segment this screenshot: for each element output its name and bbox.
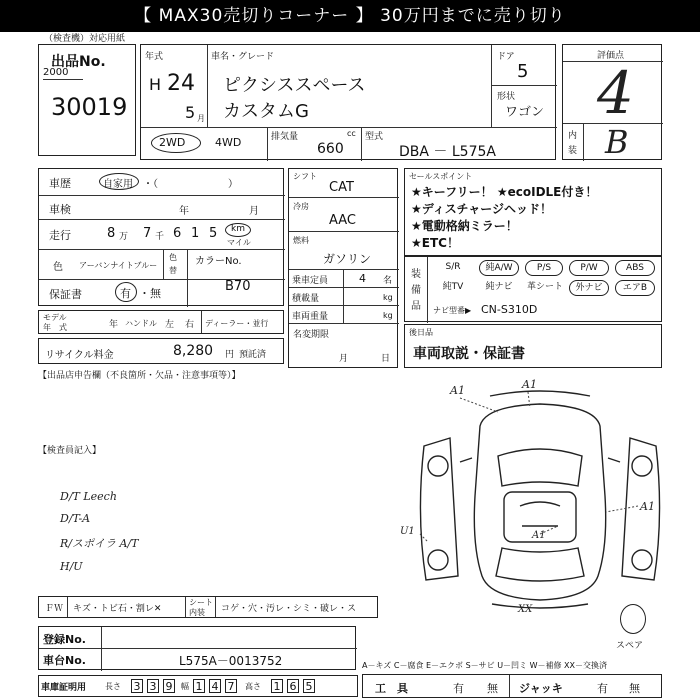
vehicle-header-box xyxy=(140,44,556,160)
model-name: ピクシススペース xyxy=(223,75,366,96)
cert-label: 車庫証明用 xyxy=(41,683,87,693)
dim-digit: 4 xyxy=(209,679,221,693)
fw-seat-row xyxy=(38,596,378,618)
sales-label: セールスポイント xyxy=(409,172,473,181)
model-yr-unit: 年 xyxy=(109,320,119,330)
color-swap-1: 色 xyxy=(169,253,177,262)
body-label: 形状 xyxy=(497,92,516,102)
equip-aw: 純A/W xyxy=(479,260,519,276)
equip-navi: 純ナビ xyxy=(485,282,513,292)
garage-cert-row xyxy=(38,675,358,697)
warranty-label: 保証書 xyxy=(49,288,82,301)
recycle-unit: 円 xyxy=(225,350,235,360)
interior-label-2: 装 xyxy=(568,146,578,156)
history-table xyxy=(38,168,284,306)
change-label: 名変期限 xyxy=(293,330,330,340)
year-value: 24 xyxy=(167,71,195,96)
equip-airbag: エアB xyxy=(615,280,655,296)
inspector-note: H/U xyxy=(60,560,83,573)
inspector-label: 【検査員記入】 xyxy=(38,446,102,456)
spec-table xyxy=(288,168,398,368)
car-damage-diagram xyxy=(400,376,680,616)
equip-label-3: 品 xyxy=(411,301,421,312)
handle-left: 左 xyxy=(165,320,175,330)
weight-label: 車両重量 xyxy=(292,312,329,322)
equip-label-1: 装 xyxy=(411,269,421,280)
model-code-label: 型式 xyxy=(365,132,384,142)
mileage-digit: 6 xyxy=(173,226,182,241)
color-swap-2: 替 xyxy=(169,266,177,275)
capacity-label: 乗車定員 xyxy=(292,276,329,286)
dim-high: 高さ xyxy=(245,682,261,691)
mileage-man: 8 xyxy=(107,226,116,241)
sales-point: ★キーフリー！ ★ecoIDLE付き！ xyxy=(411,185,598,199)
sales-point: ★ディスチャージヘッド！ xyxy=(411,202,552,216)
warranty-yes: 有 xyxy=(120,287,131,300)
change-day: 日 xyxy=(381,354,391,364)
recycle-label: リサイクル料金 xyxy=(45,350,114,361)
jack-yes: 有 xyxy=(597,682,608,695)
fuel: ガソリン xyxy=(323,252,372,266)
dim-digit: 5 xyxy=(303,679,315,693)
equip-pw: P/W xyxy=(569,260,609,276)
seat-label-2: 内装 xyxy=(189,608,205,617)
era: H xyxy=(149,75,162,94)
displacement-label: 排気量 xyxy=(271,132,299,142)
body-type: ワゴン xyxy=(505,105,545,120)
jack-no: 無 xyxy=(629,682,640,695)
spare-tire-icon xyxy=(620,604,646,634)
form-strip: （検査機）対応用紙 xyxy=(44,34,126,44)
dim-digit: 1 xyxy=(271,679,283,693)
mileage-digit: 1 xyxy=(191,226,200,241)
jack-label: ジャッキ xyxy=(519,682,563,695)
model-code: DBA － L575A xyxy=(399,144,496,160)
door-label: ドア xyxy=(497,52,515,62)
km-unit: km xyxy=(231,224,245,234)
inspector-note: D/T Leech xyxy=(60,490,117,503)
color-label: 色 xyxy=(53,262,63,273)
load-unit: kg xyxy=(383,293,393,302)
ac: AAC xyxy=(329,213,356,228)
registration-table xyxy=(38,626,356,670)
tools-yes: 有 xyxy=(453,682,464,695)
interior-label-1: 内 xyxy=(568,131,578,141)
model-year-row xyxy=(38,310,284,334)
later-items-box xyxy=(404,324,662,368)
year-label: 年式 xyxy=(145,52,164,62)
dim-digit: 7 xyxy=(225,679,237,693)
model-yr-2: 年 式 xyxy=(43,323,67,332)
dim-long: 長さ xyxy=(105,682,121,691)
damage-mark: U1 xyxy=(400,526,415,537)
load-label: 積載量 xyxy=(292,294,320,304)
damage-mark: A1 xyxy=(450,384,465,397)
month-unit: 月 xyxy=(197,114,205,123)
equip-seat: 革シート xyxy=(526,282,563,292)
tools-no: 無 xyxy=(487,682,498,695)
reg-label: 登録No. xyxy=(43,633,86,646)
handle-label: ハンドル xyxy=(125,319,157,328)
door-count: 5 xyxy=(517,61,529,82)
sales-point: ★ETC！ xyxy=(411,236,459,250)
inspector-note: R/スポイラ A/T xyxy=(60,537,139,550)
history-rest: ・（ ） xyxy=(143,179,238,190)
unit-man: 万 xyxy=(119,232,129,242)
color-value: アーバンナイトブルー xyxy=(79,261,158,270)
recycle-row xyxy=(38,338,284,364)
interior-grade: B xyxy=(605,123,629,161)
lot-label: 出品No. xyxy=(51,54,106,70)
equip-ext-navi: 外ナビ xyxy=(569,280,609,296)
lot-box xyxy=(38,44,136,156)
mileage-label: 走行 xyxy=(49,229,71,242)
navi-label: ナビ型番▶ xyxy=(433,306,472,315)
month-value: 5 xyxy=(185,103,196,122)
later-label: 後日品 xyxy=(409,328,433,337)
shift-label: シフト xyxy=(293,172,317,181)
displacement: 660 xyxy=(317,141,344,157)
chassis-value: L575A－0013752 xyxy=(179,654,283,668)
chassis-label: 車台No. xyxy=(43,654,86,667)
equip-ps: P/S xyxy=(525,260,563,276)
mileage-sen: 7 xyxy=(143,226,152,241)
dim-digit: 3 xyxy=(131,679,143,693)
capacity: 4 xyxy=(359,272,366,285)
dim-digit: 3 xyxy=(147,679,159,693)
history-value: 自家用 xyxy=(103,179,133,190)
dim-wide: 幅 xyxy=(181,682,189,691)
recycle-note: 預託済 xyxy=(239,350,267,360)
score-box xyxy=(562,44,662,160)
mile-unit: マイル xyxy=(227,238,251,247)
tools-label: 工 具 xyxy=(375,682,408,695)
navi-model: CN-S310D xyxy=(481,303,538,316)
weight-unit: kg xyxy=(383,311,393,320)
score-label: 評価点 xyxy=(597,51,625,61)
sales-point: ★電動格納ミラー！ xyxy=(411,219,518,233)
tools-row xyxy=(362,674,662,698)
banner: 【 MAX30売切りコーナー 】 30万円までに売り切り xyxy=(0,0,700,32)
sales-points-box xyxy=(404,168,662,256)
spare-label: スペア xyxy=(616,641,644,651)
drive-2wd: 2WD xyxy=(159,136,186,149)
damage-legend: A－キズ C－腐食 E－エクボ S－サビ U－凹ミ W－補修 XX－交換済 xyxy=(362,661,608,670)
lot-number: 30019 xyxy=(51,93,128,121)
history-label: 車歴 xyxy=(49,177,71,190)
fuel-label: 燃料 xyxy=(293,236,309,245)
capacity-unit: 名 xyxy=(383,276,393,286)
equip-abs: ABS xyxy=(615,260,655,276)
unit-sen: 千 xyxy=(155,232,165,242)
equip-label-2: 備 xyxy=(411,285,421,296)
seller-notes-label: 【出品店申告欄（不良箇所・欠品・注意事項等）】 xyxy=(38,371,241,381)
inspector-note: D/T-A xyxy=(60,512,91,525)
drive-4wd: 4WD xyxy=(215,136,242,149)
cc-unit: cc xyxy=(347,129,356,138)
equip-sr: S/R xyxy=(445,262,461,272)
inspection-label: 車検 xyxy=(49,203,71,216)
damage-mark: A1 xyxy=(522,378,537,391)
equip-tv: 純TV xyxy=(442,282,464,292)
dim-digit: 9 xyxy=(163,679,175,693)
inspection-year: 年 xyxy=(179,206,189,217)
later-value: 車両取説・保証書 xyxy=(413,346,525,362)
grade: カスタムG xyxy=(223,101,309,122)
warranty-rest: ・無 xyxy=(139,287,161,300)
change-month: 月 xyxy=(339,354,349,364)
inspection-month: 月 xyxy=(249,206,259,217)
damage-mark: XX xyxy=(518,604,533,615)
score: 4 xyxy=(597,59,634,127)
color-no-label: カラーNo. xyxy=(195,256,242,267)
dim-digit: 1 xyxy=(193,679,205,693)
mileage-digit: 5 xyxy=(209,226,218,241)
handle-right: 右 xyxy=(185,320,195,330)
fw-label: ＦＷ xyxy=(45,604,64,614)
damage-mark: A1 xyxy=(640,500,655,513)
seat-value: コゲ・穴・汚レ・シミ・破レ・ス xyxy=(221,604,357,614)
model-label: 車名・グレード xyxy=(211,52,275,62)
dim-digit: 6 xyxy=(287,679,299,693)
color-no: B70 xyxy=(225,279,251,294)
damage-mark: A1 xyxy=(532,530,546,541)
lot-year: 2000 xyxy=(43,67,69,78)
equipment-box xyxy=(404,256,662,322)
model-yr-1: モデル xyxy=(43,313,67,322)
ac-label: 冷房 xyxy=(293,202,309,211)
shift: CAT xyxy=(329,180,354,195)
recycle-value: 8,280 xyxy=(173,343,214,359)
dealer-label: ディーラー・並行 xyxy=(205,319,269,328)
fw-value: キズ・トビ石・割レ✕ xyxy=(73,604,162,614)
seat-label-1: シート xyxy=(189,598,213,607)
